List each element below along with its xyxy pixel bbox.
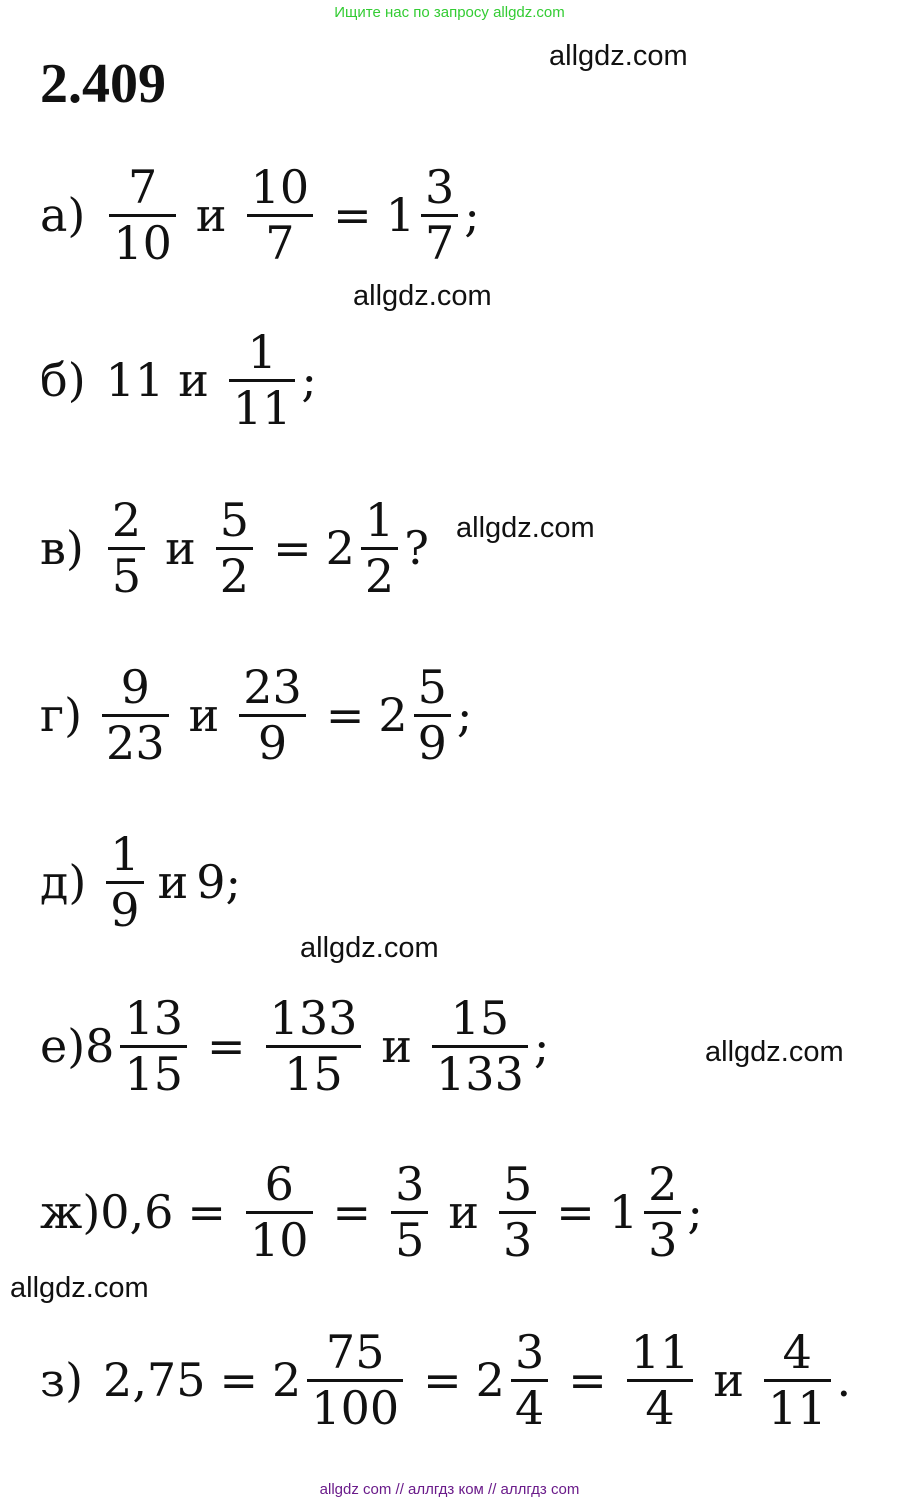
whole-part: 1	[608, 1185, 639, 1239]
denominator: 9	[110, 882, 140, 937]
whole-part: 8	[85, 1019, 115, 1073]
item-label: е)	[40, 1019, 86, 1073]
numerator: 5	[503, 1156, 533, 1211]
equals-sign: =	[556, 1185, 595, 1239]
equals-sign: =	[207, 1019, 246, 1073]
equals-sign: =	[568, 1353, 607, 1407]
conjunction: и	[195, 188, 227, 242]
fraction	[499, 1158, 536, 1267]
denominator: 15	[124, 1046, 183, 1101]
watermark: allgdz.com	[705, 1036, 844, 1068]
number: 11	[105, 353, 165, 407]
denominator: 3	[648, 1212, 678, 1267]
fraction	[229, 326, 296, 435]
punctuation: ;	[456, 688, 473, 742]
equals-sign: =	[219, 1353, 259, 1407]
fraction	[239, 661, 306, 770]
denominator: 133	[436, 1046, 524, 1101]
watermark: allgdz.com	[300, 932, 439, 964]
numerator: 10	[250, 159, 310, 214]
fraction	[266, 992, 362, 1101]
denominator: 5	[395, 1212, 425, 1267]
numerator: 1	[364, 492, 395, 547]
numerator: 15	[450, 990, 510, 1045]
fraction	[627, 1326, 694, 1435]
fraction	[108, 494, 145, 603]
conjunction: и	[713, 1353, 744, 1407]
numerator: 5	[219, 492, 250, 547]
decimal-number: 2,75	[103, 1353, 206, 1407]
item-label: з)	[40, 1353, 84, 1407]
fraction	[106, 828, 143, 937]
fraction	[361, 494, 398, 603]
fraction	[432, 992, 528, 1101]
denominator: 23	[106, 715, 165, 770]
numerator: 4	[782, 1324, 812, 1379]
equals-sign: =	[325, 688, 365, 742]
equals-sign: =	[332, 1185, 372, 1239]
denominator: 11	[232, 380, 292, 435]
numerator: 3	[514, 1324, 545, 1379]
denominator: 3	[503, 1212, 533, 1267]
equals-sign: =	[333, 188, 372, 242]
fraction	[247, 161, 314, 270]
numerator: 1	[247, 324, 277, 379]
fraction	[216, 494, 253, 603]
numerator: 3	[395, 1156, 425, 1211]
numerator: 133	[269, 990, 358, 1045]
numerator: 3	[424, 159, 455, 214]
punctuation: ;	[301, 353, 317, 407]
denominator: 7	[265, 215, 295, 270]
item-label: б)	[40, 353, 86, 407]
denominator: 15	[284, 1046, 343, 1101]
fraction	[391, 1158, 428, 1267]
watermark: allgdz.com	[456, 512, 595, 544]
numerator: 2	[648, 1156, 678, 1211]
item-g	[40, 645, 472, 785]
fraction	[644, 1158, 681, 1267]
denominator: 2	[219, 548, 250, 603]
numerator: 9	[120, 659, 150, 714]
whole-part: 2	[475, 1353, 505, 1407]
top-search-note: Ищите нас по запросу allgdz.com	[334, 4, 565, 21]
item-label: в)	[40, 521, 84, 575]
numerator: 1	[110, 826, 140, 881]
item-zh	[40, 1142, 703, 1282]
fraction	[307, 1326, 403, 1435]
item-label: а)	[40, 188, 86, 242]
denominator: 11	[767, 1380, 827, 1435]
equals-sign: =	[187, 1185, 226, 1239]
exercise-number: 2.409	[40, 53, 166, 115]
whole-part: 2	[325, 521, 355, 575]
punctuation: ;	[464, 188, 480, 242]
whole-part: 1	[385, 188, 415, 242]
numerator: 2	[111, 492, 142, 547]
equals-sign: =	[273, 521, 312, 575]
fraction	[421, 161, 458, 270]
item-d	[40, 812, 241, 952]
numerator: 5	[417, 659, 447, 714]
conjunction: и	[448, 1185, 480, 1239]
item-label: г)	[40, 688, 83, 742]
punctuation: ?	[404, 521, 429, 575]
numerator: 75	[325, 1324, 385, 1379]
whole-part: 2	[378, 688, 408, 742]
denominator: 2	[364, 548, 395, 603]
watermark: allgdz.com	[10, 1272, 149, 1304]
numerator: 23	[243, 659, 302, 714]
denominator: 9	[257, 715, 288, 770]
conjunction: и	[157, 855, 189, 909]
fraction	[109, 161, 176, 270]
item-b	[40, 310, 317, 450]
denominator: 4	[514, 1380, 545, 1435]
fraction	[414, 661, 451, 770]
watermark: allgdz.com	[353, 280, 492, 312]
numerator: 11	[630, 1324, 690, 1379]
fraction	[102, 661, 169, 770]
fraction	[246, 1158, 313, 1267]
numerator: 13	[124, 990, 183, 1045]
denominator: 5	[111, 548, 142, 603]
fraction	[764, 1326, 831, 1435]
denominator: 7	[424, 215, 455, 270]
footer-links[interactable]: allgdz com // аллгдз ком // аллгдз com	[319, 1481, 580, 1498]
decimal-number: 0,6	[100, 1185, 174, 1239]
fraction	[120, 992, 187, 1101]
denominator: 100	[311, 1380, 400, 1435]
item-label: д)	[40, 855, 87, 909]
number: 9	[196, 855, 226, 909]
denominator: 9	[417, 715, 447, 770]
denominator: 4	[645, 1380, 675, 1435]
whole-part: 2	[272, 1353, 302, 1407]
fraction	[511, 1326, 548, 1435]
conjunction: и	[178, 353, 209, 407]
punctuation: ;	[225, 855, 242, 909]
conjunction: и	[165, 521, 196, 575]
punctuation: ;	[687, 1185, 703, 1239]
denominator: 10	[113, 215, 172, 270]
denominator: 10	[249, 1212, 309, 1267]
conjunction: и	[381, 1019, 413, 1073]
equals-sign: =	[423, 1353, 462, 1407]
punctuation: .	[836, 1353, 852, 1407]
conjunction: и	[188, 688, 220, 742]
item-a	[40, 145, 480, 285]
item-z	[40, 1310, 851, 1450]
punctuation: ;	[533, 1019, 550, 1073]
item-v	[40, 478, 429, 618]
numerator: 7	[128, 159, 158, 214]
watermark: allgdz.com	[549, 40, 688, 72]
item-label: ж)	[40, 1185, 101, 1239]
item-e	[40, 976, 549, 1116]
numerator: 6	[264, 1156, 294, 1211]
